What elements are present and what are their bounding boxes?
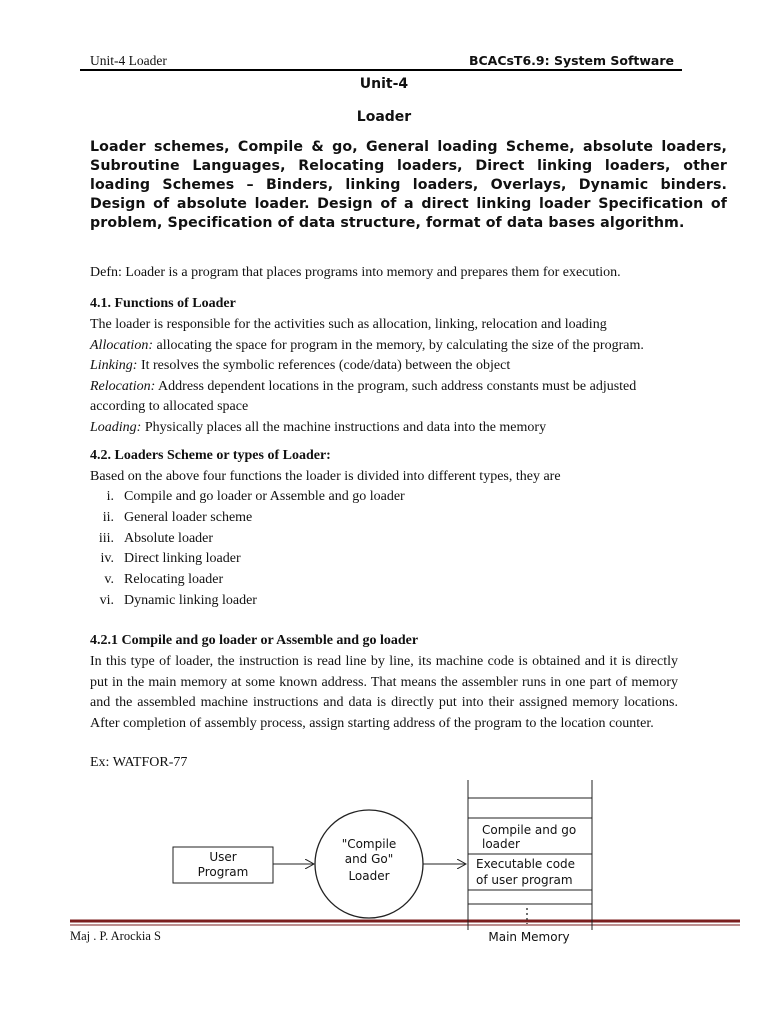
list-item: iv. Direct linking loader [100,551,241,567]
loading-term: Loading: [90,419,142,435]
linking-text: It resolves the symbolic references (code/data) between the object [137,358,511,373]
memory-exec-label-2: of user program [476,873,573,887]
list-item: vi. Dynamic linking loader [99,592,257,608]
user-program-label: User [209,850,237,864]
functions-intro: The loader is responsible for the activities such as allocation, linking, relocation and loading [90,317,607,332]
relocation-line [90,377,678,418]
memory-loader-label-2: loader [482,837,520,851]
relocation-term: Relocation: [90,378,156,394]
allocation-term: Allocation: [90,337,153,353]
heading-loader-types: 4.2. Loaders Scheme or types of Loader: [90,448,331,463]
main-memory-label: Main Memory [488,930,570,944]
header-unit: Unit-4 Loader [90,53,167,68]
syllabus-paragraph: Loader schemes, Compile & go, General loading Scheme, absolute loaders, Subroutine Languages, Relocating loaders, Direct linking loaders, other loading Schemes – Binders, linking loaders, Overlays, Dynamic binders. Design of absolute loader. Design of a direct linking loader Specification of problem, Specification of data structure, format of data bases algorithm. [90,139,727,231]
relocation-text: Address dependent locations in the program, such address constants must be adjusted according to allocated space [90,378,637,414]
memory-exec-label-1: Executable code [476,857,576,871]
unit-title: Unit-4 [359,76,409,92]
page-header [80,53,682,71]
compile-and-go-diagram [0,778,768,953]
list-item: ii. General loader scheme [102,509,253,525]
loading-line [90,418,678,439]
loader-types-intro: Based on the above four functions the loader is divided into different types, they are [90,469,561,484]
loader-label-1: "Compile [341,837,397,851]
heading-functions-of-loader: 4.1. Functions of Loader [90,296,236,311]
loading-text: Physically places all the machine instructions and data into the memory [141,419,547,435]
functions-paragraph [90,315,678,438]
footer-author: Maj . P. Arockia S [70,929,161,943]
allocation-line [90,336,678,377]
list-item: i. Compile and go loader or Assemble and go loader [106,489,405,504]
linking-term: Linking: [90,358,138,373]
user-program-label-2: Program [197,865,249,879]
allocation-text: allocating the space for program in the memory, by calculating the size of the program. [153,337,644,353]
loader-label-3: Loader [348,869,390,883]
heading-compile-and-go: 4.2.1 Compile and go loader or Assemble and go loader [90,633,419,648]
list-item: iii. Absolute loader [98,530,214,546]
list-item: v. Relocating loader [104,572,224,588]
compile-and-go-paragraph: In this type of loader, the instruction is read line by line, its machine code is obtained and it is directly put in the main memory at some known address. That means the assembler runs in one part of memory and the assembled machine instructions and data is directly put into their assigned memory locations. After completion of assembly process, assign starting address of the program to the location counter. [90,654,678,731]
topic-title: Loader [356,109,412,125]
memory-loader-label-1: Compile and go [482,823,577,837]
loader-types-list [90,487,405,612]
loader-label-2: and Go" [344,852,394,866]
example-line: Ex: WATFOR-77 [90,755,188,770]
loader-definition: Defn: Loader is a program that places programs into memory and prepares them for execution. [90,265,621,280]
header-course: BCACsT6.9: System Software [468,53,674,68]
